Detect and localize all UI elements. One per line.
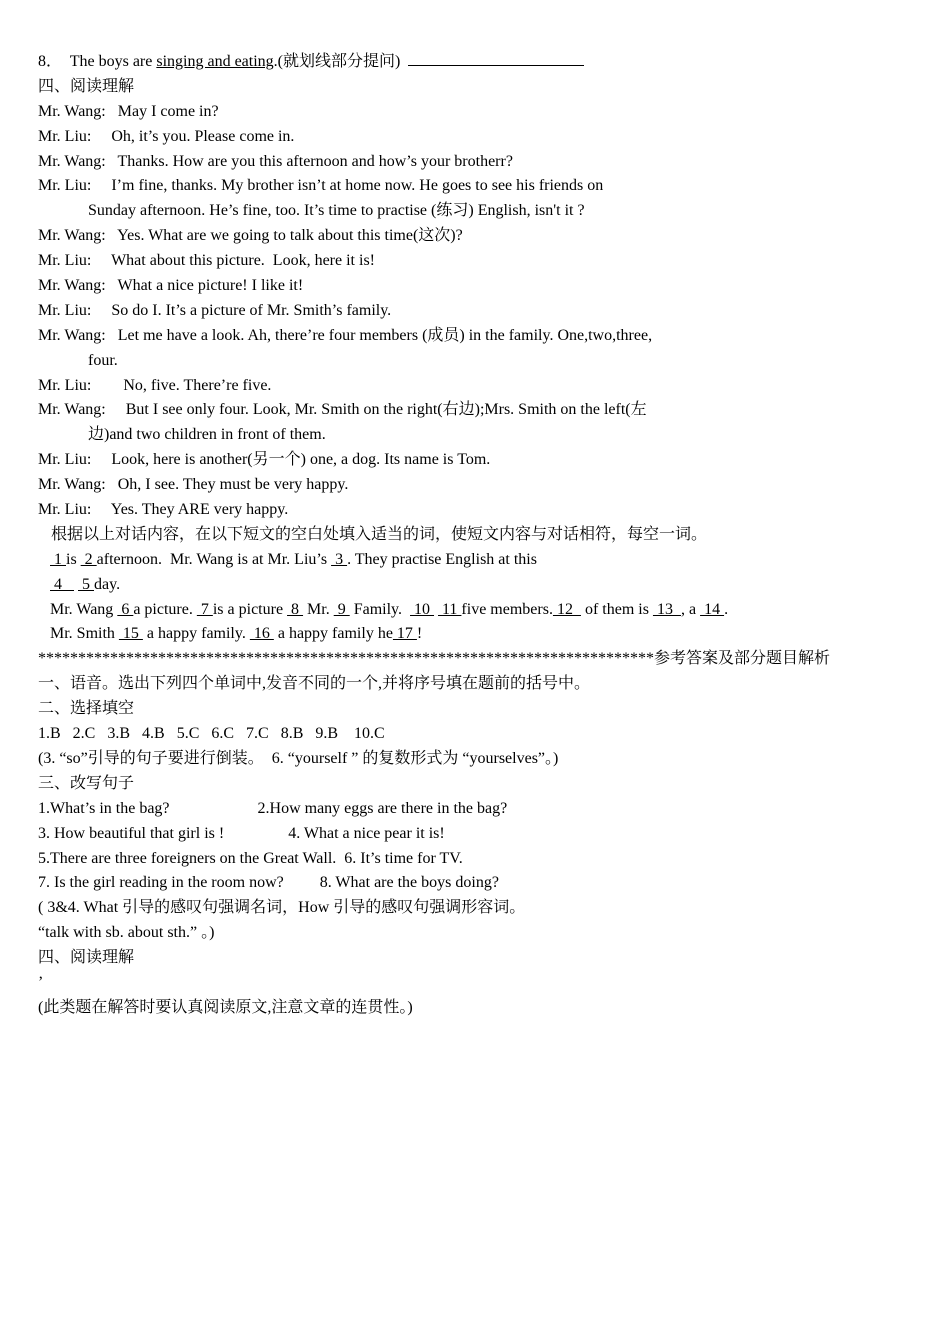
answer-section-4-note: (此类题在解答时要认真阅读原文,注意文章的连贯性。) <box>38 998 413 1016</box>
dialogue-line <box>38 274 918 299</box>
speaker-gap <box>91 377 123 394</box>
dialogue-line <box>38 199 918 224</box>
answer-section-3-line: 5.There are three foreigners on the Great Wall. 6. It’s time for TV. <box>38 849 463 867</box>
cloze-text: . They practise English at this <box>347 550 537 568</box>
speaker-gap <box>91 128 111 145</box>
cloze-text: day. <box>94 575 121 593</box>
answer-section-2-note: (3. “so”引导的句子要进行倒装。 6. “yourself ” 的复数形式为 “yourselves”。) <box>38 749 559 767</box>
cloze-blank[interactable]: 13 <box>652 600 681 618</box>
q8-answer-blank[interactable] <box>408 51 584 66</box>
dialogue-line <box>38 299 918 324</box>
answer-separator: *****************************************************************************参考答案及部分题目解析 <box>38 650 831 668</box>
dialogue-text: Thanks. How are you this afternoon and how’s your brotherr? <box>117 152 513 170</box>
dialogue-text: Oh, I see. They must be very happy. <box>117 476 349 494</box>
answer-section-4: 四、阅读理解 <box>38 949 135 967</box>
cloze-blank[interactable]: 12 <box>552 600 581 618</box>
cloze-blank[interactable]: 4 <box>50 575 74 593</box>
cloze-blank[interactable]: 15 <box>118 625 143 643</box>
cloze-blank[interactable]: 16 <box>249 625 274 643</box>
dialogue-text: 边)and two children in front of them. <box>88 426 326 444</box>
cloze-blank[interactable]: 3 <box>331 550 348 568</box>
dialogue-line <box>38 374 918 399</box>
dialogue-text: Sunday afternoon. He’s fine, too. It’s time to practise (练习) English, isn't it ? <box>88 202 585 220</box>
cloze-blank[interactable]: 5 <box>78 575 94 593</box>
cloze-line-1 <box>38 548 918 573</box>
speaker-name: Mr. Wang: <box>38 476 106 494</box>
answer-section-3-line: 3. How beautiful that girl is ! 4. What a nice pear it is! <box>38 824 445 842</box>
speaker-gap <box>91 501 110 518</box>
answer-section-2: 二、选择填空 <box>38 700 135 718</box>
speaker-name: Mr. Liu: <box>38 252 92 270</box>
cloze-blank[interactable]: 2 <box>80 550 97 568</box>
cloze-text: a happy family he <box>273 625 393 643</box>
cloze-text: Family. <box>349 600 411 618</box>
q8-underlined: singing and eating <box>156 53 274 70</box>
cloze-text: Mr. Wang <box>46 600 118 618</box>
dialogue-text: What a nice picture! I like it! <box>117 277 304 295</box>
dialogue-line <box>38 249 918 274</box>
dialogue-line <box>38 224 918 249</box>
dialogue-text: May I come in? <box>117 102 219 120</box>
cloze-text: Mr. Smith <box>46 625 119 643</box>
cloze-blank[interactable]: 14 <box>700 600 725 618</box>
cloze-text: afternoon. Mr. Wang is at Mr. Liu’s <box>96 550 332 568</box>
speaker-gap <box>106 153 118 170</box>
cloze-line-3 <box>38 598 918 623</box>
cloze-blank[interactable]: 6 <box>117 600 134 618</box>
dialogue-text: Oh, it’s you. Please come in. <box>111 127 295 145</box>
answer-section-3-line: 1.What’s in the bag? 2.How many eggs are there in the bag? <box>38 799 508 817</box>
answer-section-4-mark: ’ <box>38 973 44 991</box>
speaker-name: Mr. Liu: <box>38 376 92 394</box>
speaker-name: Mr. Liu: <box>38 127 92 145</box>
cloze-text: of them is <box>580 600 653 618</box>
cloze-blank[interactable]: 10 <box>410 600 435 618</box>
cloze-blank[interactable]: 1 <box>50 550 66 568</box>
cloze-text: . <box>724 600 729 618</box>
dialogue-line <box>38 125 918 150</box>
dialogue-line <box>38 150 918 175</box>
cloze-text: is a picture <box>212 600 288 618</box>
speaker-name: Mr. Wang: <box>38 326 106 344</box>
speaker-gap <box>106 401 126 418</box>
dialogue-line <box>38 324 918 349</box>
dialogue-text: No, five. There’re five. <box>123 376 272 394</box>
answer-section-3-line: 7. Is the girl reading in the room now? 8. What are the boys doing? <box>38 874 499 892</box>
speaker-gap <box>106 227 117 244</box>
speaker-gap <box>91 451 111 468</box>
speaker-name: Mr. Wang: <box>38 277 106 295</box>
cloze-text: a picture. <box>133 600 197 618</box>
speaker-name: Mr. Liu: <box>38 501 92 519</box>
document-page <box>38 50 918 1021</box>
speaker-gap <box>91 302 111 319</box>
cloze-blank[interactable]: 8 <box>287 600 304 618</box>
cloze-blank[interactable]: 11 <box>438 600 462 618</box>
cloze-blank[interactable]: 9 <box>333 600 350 618</box>
speaker-gap <box>106 327 118 344</box>
cloze-blank[interactable]: 7 <box>196 600 213 618</box>
speaker-name: Mr. Wang: <box>38 401 106 419</box>
dialogue-line <box>38 398 918 423</box>
dialogue-text: Yes. They ARE very happy. <box>110 501 289 519</box>
dialogue-text: Let me have a look. Ah, there’re four members (成员) in the family. One,two,three, <box>117 326 653 344</box>
dialogue-line <box>38 448 918 473</box>
dialogue-line <box>38 498 918 523</box>
speaker-name: Mr. Liu: <box>38 301 92 319</box>
speaker-name: Mr. Liu: <box>38 451 92 469</box>
speaker-gap <box>91 177 111 194</box>
answer-section-3: 三、改写句子 <box>38 774 135 792</box>
q8-suffix: .(就划线部分提问) <box>273 53 401 70</box>
cloze-text: , a <box>680 600 701 618</box>
speaker-gap <box>106 277 118 294</box>
cloze-line-2 <box>38 573 918 598</box>
speaker-name: Mr. Wang: <box>38 102 106 120</box>
speaker-name: Mr. Wang: <box>38 152 106 170</box>
dialogue-text: Look, here is another(另一个) one, a dog. Its name is Tom. <box>111 451 491 469</box>
dialogue-text: What about this picture. Look, here it is! <box>111 252 375 270</box>
dialogue-line <box>38 473 918 498</box>
speaker-name: Mr. Liu: <box>38 177 92 195</box>
q8-prefix: 8． The boys are <box>38 53 157 70</box>
dialogue-line <box>38 349 918 374</box>
speaker-gap <box>91 252 111 269</box>
dialogue-line <box>38 423 918 448</box>
cloze-text: Mr. <box>303 600 334 618</box>
dialogue-text: Yes. What are we going to talk about this time(这次)? <box>117 227 463 245</box>
cloze-line-4 <box>38 622 918 647</box>
question-8 <box>38 50 918 75</box>
dialogue-line <box>38 100 918 125</box>
cloze-text: a happy family. <box>142 625 250 643</box>
speaker-gap <box>106 476 118 493</box>
speaker-name: Mr. Wang: <box>38 227 106 245</box>
dialogue-text: I’m fine, thanks. My brother isn’t at home now. He goes to see his friends on <box>111 177 604 195</box>
answer-section-1: 一、语音。选出下列四个单词中,发音不同的一个,并将序号填在题前的括号中。 <box>38 675 591 693</box>
dialogue-text: So do I. It’s a picture of Mr. Smith’s family. <box>111 301 392 319</box>
answer-section-3-line: “talk with sb. about sth.” 。) <box>38 924 215 942</box>
dialogue-text: four. <box>88 351 118 369</box>
section-4-title: 四、阅读理解 <box>38 77 135 95</box>
speaker-gap <box>106 103 118 120</box>
cloze-blank[interactable]: 17 <box>392 625 417 643</box>
cloze-text: is <box>66 550 81 568</box>
dialogue <box>38 100 918 523</box>
dialogue-line <box>38 174 918 199</box>
cloze-text: ! <box>416 625 423 643</box>
cloze-instruction: 根据以上对话内容，在以下短文的空白处填入适当的词，使短文内容与对话相符，每空一词。 <box>51 525 708 543</box>
answer-section-2-keys: 1.B 2.C 3.B 4.B 5.C 6.C 7.C 8.B 9.B 10.C <box>38 725 385 743</box>
cloze-text: five members. <box>461 600 553 618</box>
dialogue-text: But I see only four. Look, Mr. Smith on the right(右边);Mrs. Smith on the left(左 <box>125 401 647 419</box>
answer-section-3-line: ( 3&4. What 引导的感叹句强调名词，How 引导的感叹句强调形容词。 <box>38 899 526 917</box>
